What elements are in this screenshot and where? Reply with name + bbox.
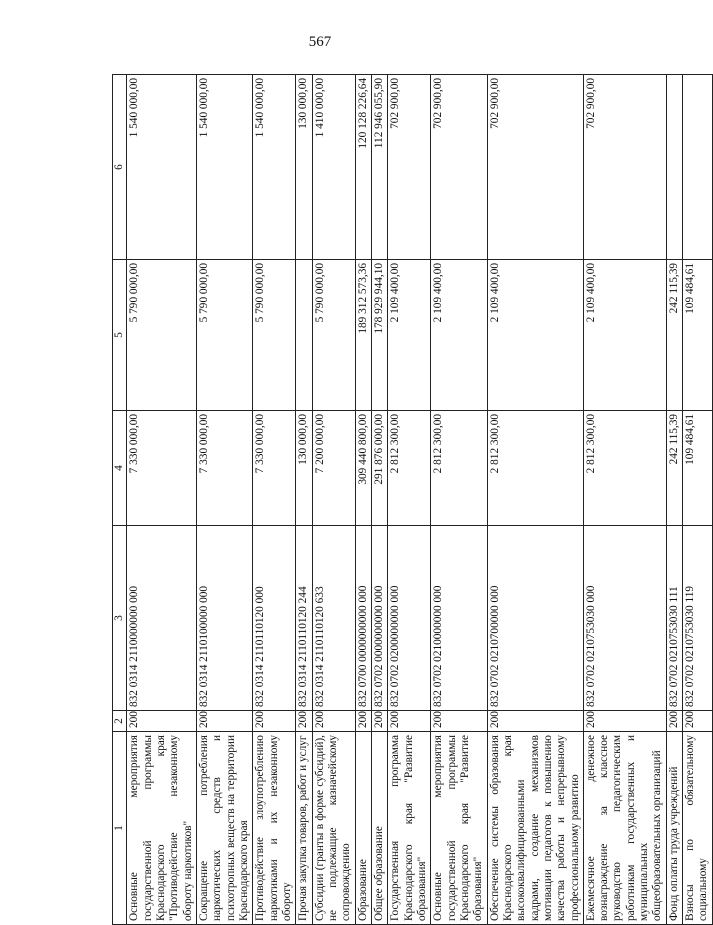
table-row [196,75,252,925]
row-name: Обеспечение системы образования Краснодарского края высококвалифицированными кадрами, создание механизмов мотивации педагогов к повышению качества работы и непрерывному профессиональному развитию [487,732,583,925]
table-row [296,75,312,925]
row-code: 832 0702 0200000000 000 [388,526,431,711]
table-row [683,75,713,925]
row-name: Взносы по обязательному социальному [683,732,713,925]
row-col6: 112 946 055,90 [371,75,387,260]
table-row [355,75,371,925]
row-col4: 7 330 000,00 [253,411,296,526]
row-col6: 702 900,00 [388,75,431,260]
header-col-2: 2 [113,711,127,732]
table-row [431,75,487,925]
row-col4: 291 876 000,00 [371,411,387,526]
row-name: Прочая закупка товаров, работ и услуг [296,732,312,925]
row-name: Общее образование [371,732,387,925]
row-name: Ежемесячное денежное вознаграждение за классное руководство педагогическим работникам государственных и муниципальных общеобразовательных организаций [583,732,666,925]
row-status: 200 [371,711,387,732]
budget-table [112,74,713,925]
table-row [666,75,682,925]
row-col5 [296,260,312,411]
row-col6 [683,75,713,260]
table-row [388,75,431,925]
row-code: 832 0314 2110000000 000 [127,526,197,711]
row-col4: 2 812 300,00 [583,411,666,526]
row-col6: 1 540 000,00 [253,75,296,260]
row-status: 200 [312,711,355,732]
row-code: 832 0702 0210700000 000 [487,526,583,711]
rotated-table-wrapper [112,75,710,925]
row-code: 832 0314 2110110120 000 [253,526,296,711]
row-code: 832 0702 0210753030 119 [683,526,713,711]
row-col6: 120 128 226,64 [355,75,371,260]
row-col5: 5 790 000,00 [253,260,296,411]
row-status: 200 [127,711,197,732]
row-col6: 702 900,00 [487,75,583,260]
row-status: 200 [431,711,487,732]
row-name: Сокращение потребления наркотических средств и психотропных веществ на территории Краснодарского края [196,732,252,925]
row-name: Образование [355,732,371,925]
row-code: 832 0314 2110110120 633 [312,526,355,711]
row-col5: 2 109 400,00 [583,260,666,411]
header-col-3: 3 [113,526,127,711]
row-col4: 7 330 000,00 [127,411,197,526]
row-col5: 5 790 000,00 [196,260,252,411]
row-col4: 7 330 000,00 [196,411,252,526]
row-status: 200 [583,711,666,732]
table-row [487,75,583,925]
table-row [312,75,355,925]
row-code: 832 0702 0210753030 111 [666,526,682,711]
row-col5: 109 484,61 [683,260,713,411]
row-col5: 242 115,39 [666,260,682,411]
row-col5: 5 790 000,00 [312,260,355,411]
row-col5: 2 109 400,00 [487,260,583,411]
row-status: 200 [388,711,431,732]
row-code: 832 0314 2110110120 244 [296,526,312,711]
row-code: 832 0700 0000000000 000 [355,526,371,711]
table-row [127,75,197,925]
row-name: Субсидии (гранты в форме субсидий), не подлежащие казначейскому сопровождению [312,732,355,925]
row-col6: 1 540 000,00 [127,75,197,260]
row-code: 832 0702 0210753030 000 [583,526,666,711]
table-row [371,75,387,925]
row-col5: 2 109 400,00 [388,260,431,411]
row-status: 200 [666,711,682,732]
row-col5: 189 312 573,36 [355,260,371,411]
table-row [253,75,296,925]
row-status: 200 [683,711,713,732]
row-col4: 109 484,61 [683,411,713,526]
table-header-row [113,75,127,925]
row-name: Противодействие злоупотреблению наркотиками и их незаконному обороту [253,732,296,925]
row-name: Государственная программа Краснодарского края "Развитие образования" [388,732,431,925]
row-col4: 7 200 000,00 [312,411,355,526]
row-status: 200 [196,711,252,732]
rotated-table-area [112,75,710,925]
row-col5: 2 109 400,00 [431,260,487,411]
row-col6: 702 900,00 [431,75,487,260]
header-col-4: 4 [113,411,127,526]
row-col5: 5 790 000,00 [127,260,197,411]
row-col4: 2 812 300,00 [431,411,487,526]
row-col6: 1 410 000,00 [312,75,355,260]
table-row [583,75,666,925]
row-col6: 130 000,00 [296,75,312,260]
row-status: 200 [253,711,296,732]
row-col4: 242 115,39 [666,411,682,526]
row-code: 832 0702 0000000000 000 [371,526,387,711]
row-name: Основные мероприятия государственной программы Краснодарского края "Противодействие незаконному обороту наркотиков" [127,732,197,925]
row-col5: 178 929 944,10 [371,260,387,411]
row-col6 [666,75,682,260]
row-name: Фонд оплаты труда учреждений [666,732,682,925]
row-col4: 2 812 300,00 [388,411,431,526]
row-col4: 309 440 800,00 [355,411,371,526]
header-col-5: 5 [113,260,127,411]
header-col-1: 1 [113,732,127,925]
row-status: 200 [296,711,312,732]
header-col-6: 6 [113,75,127,260]
row-name: Основные мероприятия государственной программы Краснодарского края "Развитие образования" [431,732,487,925]
page-number: 567 [308,34,332,50]
row-col6: 702 900,00 [583,75,666,260]
row-col6: 1 540 000,00 [196,75,252,260]
row-col4: 130 000,00 [296,411,312,526]
row-status: 200 [355,711,371,732]
row-code: 832 0702 0210000000 000 [431,526,487,711]
row-status: 200 [487,711,583,732]
row-col4: 2 812 300,00 [487,411,583,526]
row-code: 832 0314 2110100000 000 [196,526,252,711]
